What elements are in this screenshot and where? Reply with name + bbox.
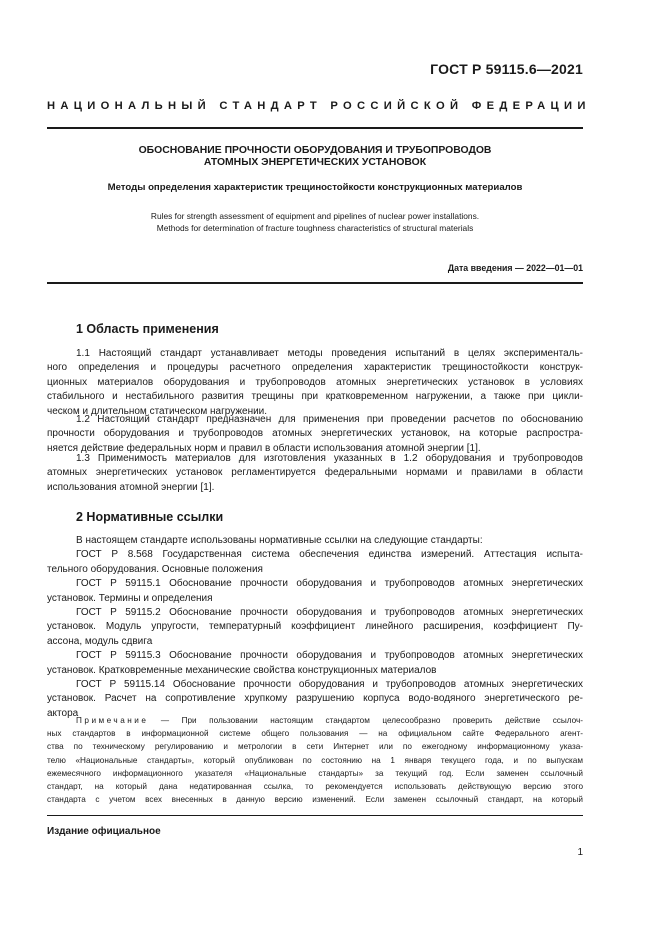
- note-label: Примечание: [76, 716, 149, 725]
- note-block: [47, 714, 583, 806]
- text-line: 1.1 Настоящий стандарт устанавливает методы проведения испытаний в целях эксперименталь-: [76, 348, 583, 359]
- document-code: ГОСТ Р 59115.6—2021: [430, 61, 583, 77]
- national-standard-banner: НАЦИОНАЛЬНЫЙ СТАНДАРТ РОССИЙСКОЙ ФЕДЕРАЦИИ: [47, 100, 591, 112]
- reference-line: установок. Кратковременные механические свойства конструкционных материалов: [47, 664, 437, 676]
- effective-date: Дата введения — 2022—01—01: [447, 263, 583, 273]
- header-divider: [47, 127, 583, 129]
- date-divider: [47, 282, 583, 284]
- text-line: 1.2 Настоящий стандарт предназначен для применения при проведении расчетов по обоснованию: [76, 414, 583, 425]
- text-line: использования атомной энергии [1].: [47, 481, 215, 493]
- note-line: [47, 714, 583, 727]
- note-line: стандарта с учетом всех внесенных в данную версию изменений. Если заменен ссылочный стандарт, на который: [47, 795, 583, 805]
- note-line: стандарт, на который дана недатированная ссылка, то рекомендуется использовать действующую версию этого: [47, 782, 583, 792]
- note-line: ежемесячного информационного указателя «Национальные стандарты» за текущий год. Если заменен ссылочный: [47, 768, 583, 778]
- english-title: [47, 210, 583, 234]
- references-list: [47, 534, 583, 721]
- text-line: стабильного и нестабильного развития трещины при кратковременном нагружении, а также при цикли-: [47, 391, 583, 403]
- paragraph-1-2: [47, 413, 583, 456]
- text-line: 1.3 Применимость материалов для изготовления указанных в 1.2 оборудования и трубопроводов: [76, 453, 583, 464]
- reference-line: ГОСТ Р 8.568 Государственная система обеспечения единства измерений. Аттестация испыта-: [76, 549, 583, 561]
- note-line: телю «Национальные стандарты», который опубликован по состоянию на 1 января текущего года, и по выпускам: [47, 755, 583, 765]
- reference-line: ассона, модуль сдвига: [47, 635, 153, 647]
- note-line: ства по техническому регулированию и метрологии в сети Интернет или по ежегодному информационному указа-: [47, 742, 583, 752]
- references-intro: В настоящем стандарте использованы нормативные ссылки на следующие стандарты:: [76, 535, 483, 546]
- footer-divider: [47, 815, 583, 816]
- document-title: [47, 145, 583, 169]
- title-line: АТОМНЫХ ЭНЕРГЕТИЧЕСКИХ УСТАНОВОК: [203, 157, 427, 168]
- title-line: ОБОСНОВАНИЕ ПРОЧНОСТИ ОБОРУДОВАНИЯ И ТРУБОПРОВОДОВ: [138, 145, 492, 156]
- page-number: 1: [577, 847, 583, 858]
- reference-line: ГОСТ Р 59115.14 Обоснование прочности оборудования и трубопроводов атомных энергетических: [76, 679, 583, 691]
- text-line: ционных материалов оборудования и трубопроводов атомных энергетических установок в условиях: [47, 376, 583, 388]
- paragraph-1-3: [47, 452, 583, 495]
- section-1-heading: 1 Область применения: [76, 322, 219, 336]
- paragraph-1-1: [47, 347, 583, 419]
- english-title-line: Methods for determination of fracture toughness characteristics of structural materials: [156, 223, 474, 233]
- text-line: атомных энергетических установок регламентируется федеральными нормами и правилами в области: [47, 467, 583, 479]
- text-line: няется действие федеральных норм и правил в области использования атомной энергии [1].: [47, 442, 481, 454]
- reference-line: ГОСТ Р 59115.3 Обоснование прочности оборудования и трубопроводов атомных энергетических: [76, 650, 583, 662]
- reference-line: установок. Термины и определения: [47, 592, 213, 604]
- reference-line: установок. Расчет на сопротивление хрупкому разрушению корпуса водо-водяного энергетического ре-: [47, 693, 583, 705]
- note-line: ных стандартов в информационной системе общего пользования — на официальном сайте Федерального агент-: [47, 729, 583, 739]
- reference-line: актора: [47, 707, 79, 719]
- document-subtitle: Методы определения характеристик трещиностойкости конструкционных материалов: [107, 182, 523, 193]
- text-line: ческом и длительном статическом нагружении.: [47, 405, 268, 417]
- reference-line: ГОСТ Р 59115.1 Обоснование прочности оборудования и трубопроводов атомных энергетических: [76, 578, 583, 590]
- official-edition-label: Издание официальное: [47, 826, 161, 837]
- reference-line: установок. Модуль упругости, температурный коэффициент линейного расширения, коэффициент Пу-: [47, 621, 583, 633]
- section-2-heading: 2 Нормативные ссылки: [76, 510, 224, 524]
- english-title-line: Rules for strength assessment of equipment and pipelines of nuclear power installations.: [150, 211, 480, 221]
- reference-line: тельного оборудования. Основные положения: [47, 563, 263, 575]
- reference-line: ГОСТ Р 59115.2 Обоснование прочности оборудования и трубопроводов атомных энергетических: [76, 607, 583, 619]
- text-line: прочности оборудования и трубопроводов атомных энергетических установок, на которые распростра-: [47, 428, 583, 440]
- text-line: ного определения и процедуры расчетного определения характеристик трещиностойкости конструк-: [47, 362, 583, 374]
- note-first-text: — При пользовании настоящим стандартом целесообразно проверить действие ссылоч-: [148, 716, 583, 725]
